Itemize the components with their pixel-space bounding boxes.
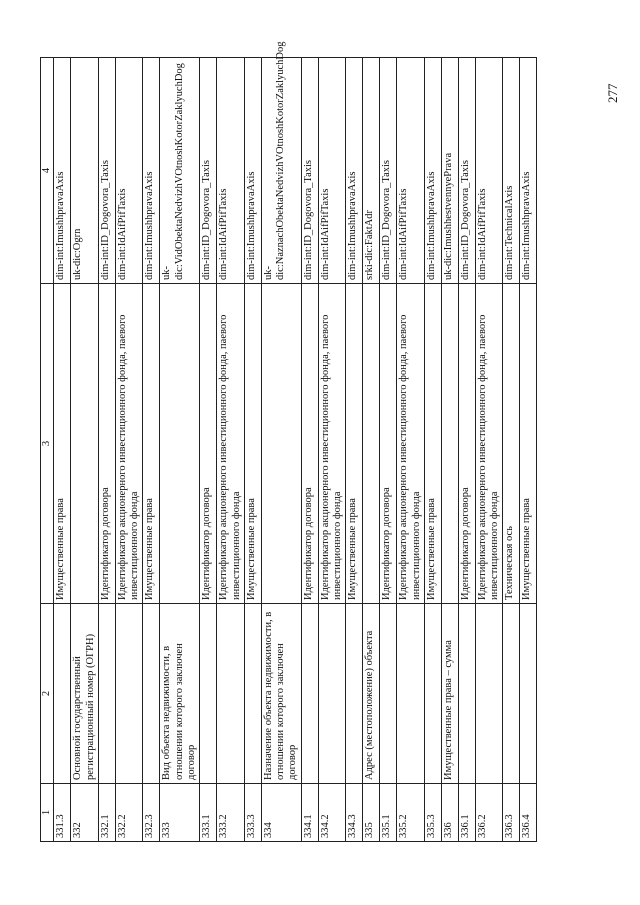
- row-number-cell: 336: [441, 784, 458, 842]
- indicator-name-cell: [244, 604, 261, 784]
- dimension-name-cell: Идентификатор договора: [458, 284, 475, 604]
- table-row: [217, 58, 245, 842]
- dimension-name-cell: Имущественные права: [346, 284, 363, 604]
- row-number-cell: 333.1: [200, 784, 217, 842]
- element-code-cell: dim-int:ID_Dogovora_Taxis: [200, 58, 217, 284]
- rotated-table-area: [40, 41, 588, 842]
- dimension-name-cell: Идентификатор акционерного инвестиционного фонда, паевого инвестиционного фонда: [397, 284, 425, 604]
- row-number-cell: 332.2: [115, 784, 143, 842]
- element-code-cell: srki-dic:FaktAdr: [363, 58, 380, 284]
- dimension-name-cell: Идентификатор акционерного инвестиционного фонда, паевого инвестиционного фонда: [217, 284, 245, 604]
- table-row: [160, 58, 200, 842]
- table-row: [397, 58, 425, 842]
- element-code-cell: uk-dic:ImushhestvennyePrava: [441, 58, 458, 284]
- table-row: [98, 58, 115, 842]
- indicator-name-cell: [458, 604, 475, 784]
- indicator-name-cell: Назначение объекта недвижимости, в отношении которого заключен договор: [261, 604, 301, 784]
- row-number-cell: 334: [261, 784, 301, 842]
- element-code-cell: dim-int:IdAifPifTaxis: [397, 58, 425, 284]
- table-row: [363, 58, 380, 842]
- element-code-cell: uk-dic:Ogrn: [71, 58, 99, 284]
- data-table: [40, 41, 537, 842]
- dimension-name-cell: [160, 284, 200, 604]
- dimension-name-cell: Имущественные права: [54, 284, 71, 604]
- row-number-cell: 332.3: [143, 784, 160, 842]
- dimension-name-cell: Идентификатор договора: [380, 284, 397, 604]
- table-row: [318, 58, 346, 842]
- dimension-name-cell: [261, 284, 301, 604]
- dimension-name-cell: Идентификатор акционерного инвестиционного фонда, паевого инвестиционного фонда: [475, 284, 503, 604]
- indicator-name-cell: [115, 604, 143, 784]
- indicator-name-cell: [301, 604, 318, 784]
- table-header-row: [41, 58, 54, 842]
- indicator-name-cell: [346, 604, 363, 784]
- element-code-cell: dim-int:TechnicalAxis: [503, 58, 520, 284]
- indicator-name-cell: [98, 604, 115, 784]
- element-code-cell: dim-int:ImushhpravaAxis: [54, 58, 71, 284]
- indicator-name-cell: [520, 604, 537, 784]
- element-code-cell: dim-int:ImushhpravaAxis: [143, 58, 160, 284]
- table-row: [346, 58, 363, 842]
- table-row: [520, 58, 537, 842]
- row-number-cell: 334.2: [318, 784, 346, 842]
- table-row: [424, 58, 441, 842]
- indicator-name-cell: [217, 604, 245, 784]
- table-row: [301, 58, 318, 842]
- element-code-cell: dim-int:ID_Dogovora_Taxis: [301, 58, 318, 284]
- header-col-3: 3: [41, 284, 54, 604]
- indicator-name-cell: [54, 604, 71, 784]
- indicator-name-cell: Основной государственный регистрационный номер (ОГРН): [71, 604, 99, 784]
- dimension-name-cell: Идентификатор акционерного инвестиционного фонда, паевого инвестиционного фонда: [318, 284, 346, 604]
- row-number-cell: 332.1: [98, 784, 115, 842]
- table-row: [54, 58, 71, 842]
- table-row: [458, 58, 475, 842]
- dimension-name-cell: [363, 284, 380, 604]
- row-number-cell: 333.2: [217, 784, 245, 842]
- element-code-cell: uk-dic:VidObektaNedvizhVOtnoshKotorZaklyuchDog: [160, 58, 200, 284]
- dimension-name-cell: [441, 284, 458, 604]
- row-number-cell: 334.1: [301, 784, 318, 842]
- element-code-cell: dim-int:ImushhpravaAxis: [244, 58, 261, 284]
- indicator-name-cell: Имущественные права – сумма: [441, 604, 458, 784]
- row-number-cell: 336.1: [458, 784, 475, 842]
- row-number-cell: 331.3: [54, 784, 71, 842]
- row-number-cell: 333: [160, 784, 200, 842]
- element-code-cell: dim-int:ImushhpravaAxis: [346, 58, 363, 284]
- indicator-name-cell: [380, 604, 397, 784]
- indicator-name-cell: Адрес (местоположение) объекта: [363, 604, 380, 784]
- element-code-cell: dim-int:IdAifPifTaxis: [475, 58, 503, 284]
- indicator-name-cell: [475, 604, 503, 784]
- dimension-name-cell: Идентификатор договора: [301, 284, 318, 604]
- table-row: [200, 58, 217, 842]
- dimension-name-cell: Имущественные права: [143, 284, 160, 604]
- dimension-name-cell: Имущественные права: [244, 284, 261, 604]
- dimension-name-cell: Идентификатор акционерного инвестиционного фонда, паевого инвестиционного фонда: [115, 284, 143, 604]
- indicator-name-cell: [397, 604, 425, 784]
- element-code-cell: dim-int:IdAifPifTaxis: [217, 58, 245, 284]
- table-row: [503, 58, 520, 842]
- element-code-cell: dim-int:ImushhpravaAxis: [424, 58, 441, 284]
- row-number-cell: 332: [71, 784, 99, 842]
- row-number-cell: 335.1: [380, 784, 397, 842]
- dimension-name-cell: [71, 284, 99, 604]
- element-code-cell: uk-dic:NaznachObektaNedvizhVOtnoshKotorZaklyuchDog: [261, 58, 301, 284]
- indicator-name-cell: [200, 604, 217, 784]
- element-code-cell: dim-int:ID_Dogovora_Taxis: [380, 58, 397, 284]
- element-code-cell: dim-int:ImushhpravaAxis: [520, 58, 537, 284]
- element-code-cell: dim-int:ID_Dogovora_Taxis: [458, 58, 475, 284]
- dimension-name-cell: Имущественные права: [520, 284, 537, 604]
- indicator-name-cell: [503, 604, 520, 784]
- dimension-name-cell: Идентификатор договора: [98, 284, 115, 604]
- row-number-cell: 335: [363, 784, 380, 842]
- element-code-cell: dim-int:IdAifPifTaxis: [318, 58, 346, 284]
- page-number: 277: [605, 83, 620, 103]
- table-row: [261, 58, 301, 842]
- table-row: [143, 58, 160, 842]
- element-code-cell: dim-int:IdAifPifTaxis: [115, 58, 143, 284]
- row-number-cell: 335.3: [424, 784, 441, 842]
- table-row: [475, 58, 503, 842]
- dimension-name-cell: Имущественные права: [424, 284, 441, 604]
- table-body: [54, 41, 537, 842]
- indicator-name-cell: [143, 604, 160, 784]
- table-row: [441, 58, 458, 842]
- indicator-name-cell: [424, 604, 441, 784]
- table-row: [244, 58, 261, 842]
- row-number-cell: 333.3: [244, 784, 261, 842]
- dimension-name-cell: Техническая ось: [503, 284, 520, 604]
- row-number-cell: 335.2: [397, 784, 425, 842]
- header-col-1: 1: [41, 784, 54, 842]
- indicator-name-cell: Вид объекта недвижимости, в отношении которого заключен договор: [160, 604, 200, 784]
- row-number-cell: 336.4: [520, 784, 537, 842]
- table-container: [40, 41, 588, 842]
- table-row: [380, 58, 397, 842]
- table-row: [71, 58, 99, 842]
- row-number-cell: 334.3: [346, 784, 363, 842]
- row-number-cell: 336.2: [475, 784, 503, 842]
- row-number-cell: 336.3: [503, 784, 520, 842]
- indicator-name-cell: [318, 604, 346, 784]
- header-col-2: 2: [41, 604, 54, 784]
- header-col-4: 4: [41, 58, 54, 284]
- dimension-name-cell: Идентификатор договора: [200, 284, 217, 604]
- table-row: [115, 58, 143, 842]
- element-code-cell: dim-int:ID_Dogovora_Taxis: [98, 58, 115, 284]
